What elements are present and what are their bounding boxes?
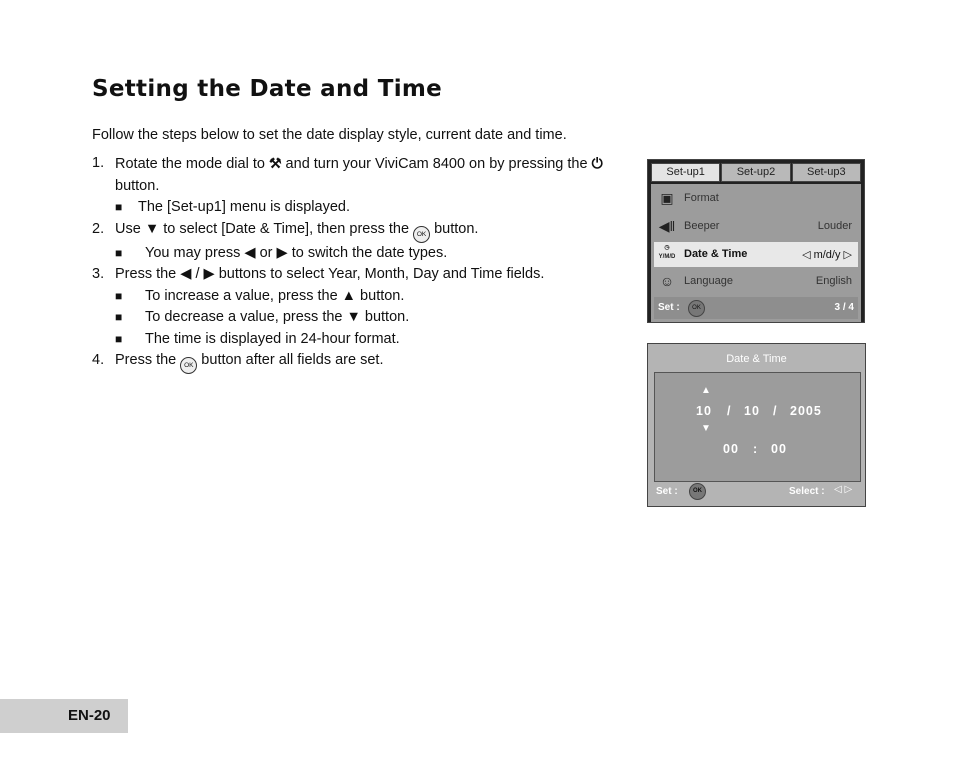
step-3 [92, 264, 612, 350]
right-arrow-icon: ▶ [203, 266, 215, 282]
note-text: button. [360, 309, 410, 325]
menu-item-value: Louder [817, 220, 852, 232]
wrench-icon: ⚒ [268, 155, 282, 171]
day-value: 10 [744, 404, 760, 418]
step-number: 4. [92, 352, 105, 368]
note-text: The [Set-up1] menu is displayed. [138, 199, 350, 215]
note-text: To increase a value, press the [145, 287, 342, 304]
step-number: 1. [92, 155, 105, 171]
page-indicator: 3 / 4 [834, 302, 854, 313]
select-arrows-icon: ◁ ▷ [834, 484, 853, 495]
screen-header: Date & Time [726, 353, 787, 365]
step-note [92, 286, 589, 308]
down-arrow-icon: ▼ [346, 309, 361, 325]
ok-button-icon: OK [413, 226, 430, 243]
menu-item-label: Language [684, 275, 733, 287]
step-text: Press the [115, 352, 181, 368]
down-arrow-icon: ▼ [701, 423, 711, 434]
up-arrow-icon: ▲ [701, 385, 711, 396]
month-value: 10 [696, 404, 712, 418]
time-separator: : [753, 442, 759, 456]
date-time-icon: ◷ Y/M/D [658, 245, 676, 260]
note-text: To decrease a value, press the [145, 309, 347, 325]
step-note [92, 243, 589, 265]
step-4 [92, 350, 612, 374]
menu-item-date-time [654, 242, 858, 267]
date-time-screenshot [647, 343, 866, 507]
square-bullet-icon: ■ [115, 200, 123, 214]
square-bullet-icon: ■ [115, 288, 123, 303]
date-time-panel [654, 372, 861, 482]
left-arrow-icon: ◀ [244, 244, 256, 261]
step-note [92, 307, 589, 329]
menu-item-format [654, 186, 858, 211]
note-text: The time is displayed in 24-hour format. [145, 330, 400, 347]
tab-setup1: Set-up1 [651, 163, 720, 182]
year-value: 2005 [790, 404, 822, 418]
note-text: to switch the date types. [287, 244, 448, 261]
step-text: button. [430, 220, 479, 237]
menu-item-value: ◁ m/d/y ▷ [802, 249, 852, 261]
format-icon: ▣ [660, 190, 674, 206]
ok-button-icon: OK [689, 483, 706, 500]
step-note [92, 329, 589, 351]
step-2 [92, 219, 612, 265]
square-bullet-icon: ■ [115, 331, 123, 346]
steps-list [92, 153, 612, 374]
menu-item-label: Beeper [684, 220, 720, 232]
setup-menu-list [651, 184, 861, 322]
square-bullet-icon: ■ [115, 245, 123, 260]
hour-value: 00 [723, 442, 739, 456]
page-number: EN-20 [68, 707, 111, 724]
square-bullet-icon: ■ [115, 310, 123, 324]
note-text: You may press [145, 244, 245, 261]
page-title: Setting the Date and Time [92, 76, 443, 102]
step-note [92, 197, 589, 219]
date-separator: / [727, 404, 732, 418]
step-text: button after all fields are set. [197, 352, 384, 368]
step-text: and turn your ViviCam 8400 on by pressing the [281, 156, 592, 172]
menu-item-beeper [654, 214, 858, 239]
setup-menu-screenshot [647, 159, 865, 323]
power-icon: ⏻ [591, 155, 603, 171]
setup-tabs [651, 163, 861, 182]
step-text: Rotate the mode dial to [115, 156, 269, 172]
left-arrow-icon: ◀ [180, 266, 192, 282]
step-1 [92, 153, 612, 219]
set-label: Set : [656, 486, 678, 497]
tab-setup3: Set-up3 [792, 163, 861, 182]
select-label: Select : [789, 486, 825, 497]
tab-setup2: Set-up2 [721, 163, 790, 182]
ok-button-icon: OK [688, 300, 705, 317]
right-arrow-icon: ▶ [276, 244, 288, 261]
minute-value: 00 [771, 442, 787, 456]
menu-item-language [654, 269, 858, 294]
date-separator: / [773, 404, 778, 418]
page-number-tab [0, 699, 128, 733]
note-text: or [255, 244, 277, 261]
step-text: / [191, 266, 204, 282]
date-time-icon-label: Y/M/D [658, 254, 676, 260]
note-text: button. [356, 287, 405, 304]
menu-footer [654, 297, 858, 319]
up-arrow-icon: ▲ [341, 287, 357, 304]
menu-item-value: English [815, 275, 852, 287]
menu-item-label: Format [684, 192, 719, 204]
menu-item-label: Date & Time [684, 248, 748, 260]
step-number: 3. [92, 266, 105, 282]
step-text: Use [115, 220, 145, 237]
intro-text: Follow the steps below to set the date display style, current date and time. [92, 127, 567, 143]
ok-button-icon: OK [180, 357, 197, 374]
language-icon: ☺ [659, 273, 675, 289]
step-text: to select [Date & Time], then press the [159, 220, 414, 237]
date-time-footer [654, 483, 859, 501]
set-label: Set : [658, 302, 680, 313]
step-text: button. [115, 177, 160, 194]
step-text: buttons to select Year, Month, Day and Time fields. [214, 266, 545, 282]
down-arrow-icon: ▼ [144, 220, 160, 237]
step-number: 2. [92, 220, 105, 237]
beeper-icon: ◀ǁ [658, 218, 676, 234]
step-text: Press the [115, 266, 181, 282]
